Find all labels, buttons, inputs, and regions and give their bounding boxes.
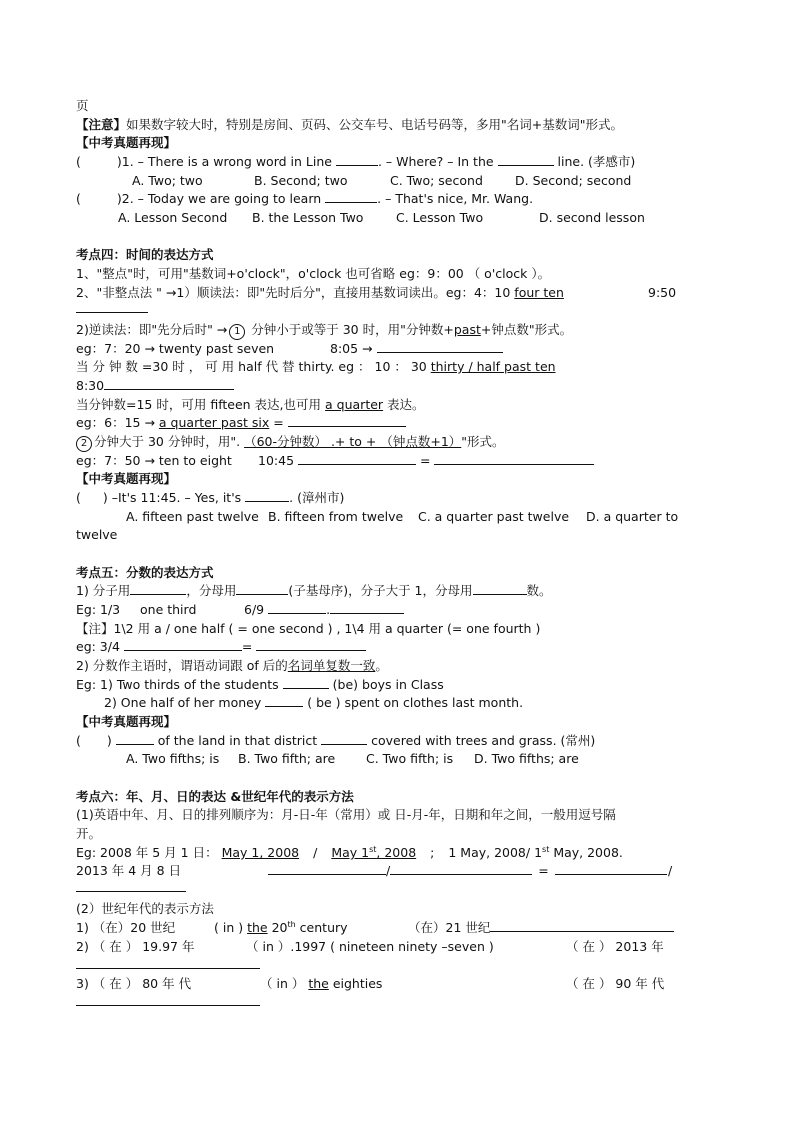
s6-line-1b: 开。 bbox=[76, 826, 102, 841]
answer-blank[interactable] bbox=[288, 414, 406, 427]
answer-blank bbox=[76, 300, 148, 318]
s5-line-3: 【注】1\2 用 a / one half ( = one second ) , 1\4 用 a quarter (= one fourth ) bbox=[76, 621, 541, 636]
answer-blank bbox=[76, 879, 186, 897]
section-5-title: 考点五：分数的表达方式 bbox=[76, 565, 214, 580]
answer-blank[interactable] bbox=[325, 190, 377, 203]
answer-blank bbox=[76, 956, 260, 974]
s4-line-8: eg：6：15 → a quarter past six = bbox=[76, 414, 406, 432]
answer-blank[interactable] bbox=[283, 676, 329, 689]
option-c: C. Lesson Two bbox=[396, 210, 484, 225]
answer-blank[interactable] bbox=[116, 732, 154, 745]
answer-blank[interactable] bbox=[321, 732, 367, 745]
answer-blank bbox=[76, 993, 260, 1011]
option-d: D. Two fifths; are bbox=[474, 751, 579, 766]
answer-blank[interactable] bbox=[268, 601, 326, 614]
s5-line-2: Eg: 1/3 bbox=[76, 602, 121, 617]
s5-line-2c: 6/9 . bbox=[244, 601, 404, 619]
real-exam-title: 【中考真题再现】 bbox=[76, 471, 177, 486]
answer-blank[interactable] bbox=[473, 582, 527, 595]
answer-blank[interactable] bbox=[298, 452, 416, 465]
date-2013: 2013 年 4 月 8 日 bbox=[76, 863, 182, 878]
s5-line-4: eg: 3/4 = bbox=[76, 638, 366, 656]
option-d: D. a quarter to bbox=[586, 509, 679, 524]
answer-blank[interactable] bbox=[130, 582, 186, 595]
circled-number: 2 bbox=[76, 436, 92, 452]
answer-blank[interactable] bbox=[336, 153, 378, 166]
option-d-cont: twelve bbox=[76, 527, 118, 542]
answer-blank[interactable] bbox=[268, 862, 386, 875]
answer-blank[interactable] bbox=[377, 340, 503, 353]
answer-blank[interactable] bbox=[330, 601, 404, 614]
option-c: C. Two fifth; is bbox=[366, 751, 454, 766]
note-line: 【注意】如果数字较大时，特别是房间、页码、公交车号、电话号码等，多用"名词+基数词"形式。 bbox=[76, 117, 623, 132]
century-line-3c: （ 在 ） 90 年 代 bbox=[566, 976, 665, 991]
century-line-2b: （ in ）.1997 ( nineteen ninety –seven ) bbox=[246, 939, 494, 954]
century-line-2c: （ 在 ） 2013 年 bbox=[566, 939, 664, 954]
century-line-1b: ( in ) the 20th century bbox=[214, 919, 348, 935]
s4-line-7: 当分钟数=15 时，可用 fifteen 表达,也可用 a quarter 表达。 bbox=[76, 397, 425, 412]
century-line-1: 1) （在）20 世纪 bbox=[76, 920, 176, 935]
option-d: D. second lesson bbox=[539, 210, 645, 225]
question-2: ( )2. – Today we are going to learn . – That's nice, Mr. Wang. bbox=[76, 191, 534, 206]
answer-blank[interactable] bbox=[390, 862, 532, 875]
option-b: B. the Lesson Two bbox=[252, 210, 364, 225]
circled-number: 1 bbox=[229, 324, 245, 340]
answer-blank[interactable] bbox=[490, 919, 674, 932]
page-fragment: 页 bbox=[76, 98, 89, 113]
answer-blank[interactable] bbox=[104, 377, 234, 390]
option-c: C. Two; second bbox=[390, 173, 483, 188]
date-2013-blanks: / = bbox=[268, 862, 667, 880]
century-line-3b: （ in ） the eighties bbox=[260, 976, 383, 991]
s5-line-1: 1) 分子用 ，分母用 (子基母序)，分子大于 1，分母用 数。 bbox=[76, 583, 552, 598]
s4-line-3: 2)逆读法：即"先分后时" → 1 分钟小于或等于 30 时，用"分钟数+past+钟点数"形式。 bbox=[76, 321, 572, 340]
answer-blank[interactable] bbox=[256, 638, 366, 651]
s4-line-1: 1、"整点"时，可用"基数词+o'clock"，o'clock 也可省略 eg：9：00 （ o'clock ）。 bbox=[76, 266, 551, 281]
real-exam-title: 【中考真题再现】 bbox=[76, 714, 177, 729]
s5-line-6: Eg: 1) Two thirds of the students (be) boys in Class bbox=[76, 677, 444, 692]
option-a: A. Lesson Second bbox=[118, 210, 228, 225]
s4-line-10b: 10:45 = bbox=[258, 452, 594, 470]
slash: / bbox=[668, 863, 673, 878]
option-d: D. Second; second bbox=[515, 173, 632, 188]
century-title: (2）世纪年代的表示方法 bbox=[76, 901, 214, 916]
answer-blank[interactable] bbox=[236, 582, 288, 595]
date-example: Eg: 2008 年 5 月 1 日： May 1, 2008 / May 1st, 2008 ; 1 May, 2008/ 1st May, 2008. bbox=[76, 844, 623, 860]
s5-line-5: 2) 分数作主语时，谓语动词跟 of 后的名词单复数一致。 bbox=[76, 658, 388, 673]
century-line-1c: （在）21 世纪 bbox=[408, 919, 674, 937]
s4-line-4: eg：7：20 → twenty past seven bbox=[76, 341, 275, 356]
question-4: ( ) of the land in that district covered with trees and grass. (常州) bbox=[76, 733, 596, 748]
time-950: 9:50 bbox=[648, 285, 677, 300]
option-b: B. Two fifth; are bbox=[238, 751, 336, 766]
answer-blank[interactable] bbox=[498, 153, 554, 166]
s6-line-1: (1)英语中年、月、日的排列顺序为：月-日-年（常用）或 日-月-年，日期和年之间，一般用逗号隔 bbox=[76, 807, 616, 822]
answer-blank[interactable] bbox=[245, 489, 289, 502]
s4-line-6: 8:30 bbox=[76, 377, 234, 395]
century-line-3: 3) （ 在 ） 80 年 代 bbox=[76, 976, 192, 991]
option-a: A. Two; two bbox=[132, 173, 203, 188]
s5-line-7: 2) One half of her money ( be ) spent on clothes last month. bbox=[104, 695, 524, 710]
option-a: A. fifteen past twelve bbox=[126, 509, 259, 524]
answer-blank[interactable] bbox=[265, 694, 303, 707]
answer-blank[interactable] bbox=[434, 452, 594, 465]
section-6-title: 考点六：年、月、日的表达 &世纪年代的表示方法 bbox=[76, 789, 354, 804]
real-exam-title: 【中考真题再现】 bbox=[76, 135, 177, 150]
s4-line-5: 当 分 钟 数 =30 时 ， 可 用 half 代 替 thirty. eg ： 10 ： 30 thirty / half past ten bbox=[76, 359, 556, 374]
option-b: B. Second; two bbox=[254, 173, 348, 188]
one-third: one third bbox=[140, 602, 197, 617]
option-a: A. Two fifths; is bbox=[126, 751, 220, 766]
question-3: ( ) –It's 11:45. – Yes, it's . (漳州市) bbox=[76, 490, 345, 505]
answer-blank[interactable] bbox=[124, 638, 242, 651]
century-line-2: 2) （ 在 ） 19.97 年 bbox=[76, 939, 195, 954]
answer-blank[interactable] bbox=[555, 862, 667, 875]
s4-line-9: 2 分钟大于 30 分钟时，用". （60-分钟数） .+ to + （钟点数+1）"形式。 bbox=[76, 433, 505, 452]
section-4-title: 考点四：时间的表达方式 bbox=[76, 247, 214, 262]
s4-line-10: eg：7：50 → ten to eight bbox=[76, 453, 232, 468]
s4-line-4b: 8:05 → bbox=[330, 340, 503, 358]
option-c: C. a quarter past twelve bbox=[418, 509, 570, 524]
option-b: B. fifteen from twelve bbox=[268, 509, 404, 524]
s4-line-2: 2、"非整点法 " →1）顺读法：即"先时后分"，直接用基数词读出。eg：4：10 four ten bbox=[76, 285, 564, 300]
question-1: ( )1. – There is a wrong word in Line . – Where? – In the line. (孝感市) bbox=[76, 154, 636, 169]
